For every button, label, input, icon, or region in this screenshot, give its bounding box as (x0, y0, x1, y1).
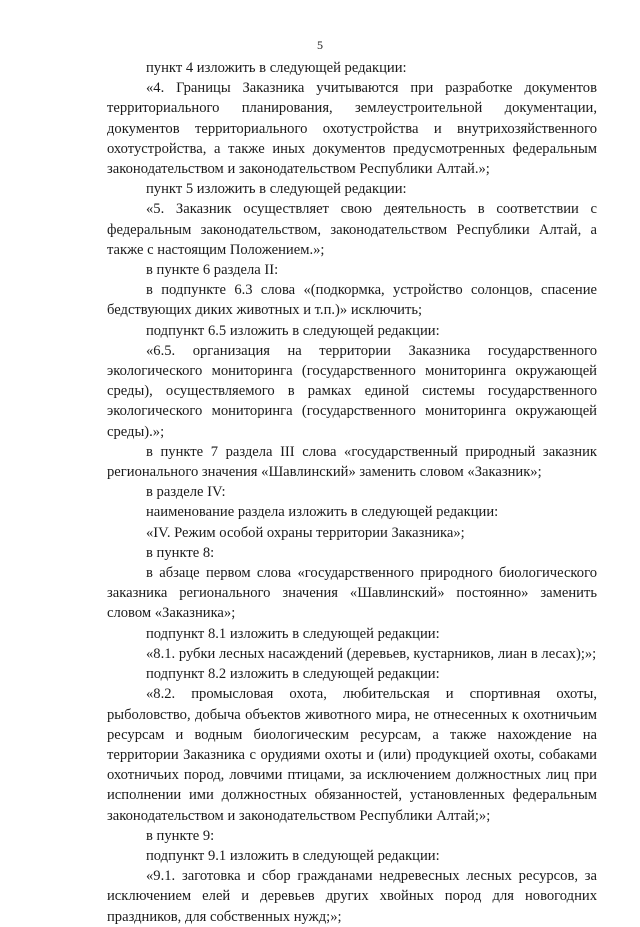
page-number: 5 (317, 38, 323, 52)
paragraph: в пункте 6 раздела II: (146, 262, 279, 279)
paragraph: подпункт 8.2 изложить в следующей редакции: (146, 666, 440, 683)
document-body (107, 58, 597, 927)
paragraph: подпункт 6.5 изложить в следующей редакции: (146, 322, 440, 339)
paragraph: в пункте 7 раздела III слова «государственный природный заказник регионального значения «Шавлинский» заменить словом «Заказник»; (107, 443, 597, 481)
paragraph: наименование раздела изложить в следующей редакции: (146, 504, 499, 521)
paragraph: «8.2. промысловая охота, любительская и спортивная охоты, рыболовство, добыча объектов животного мира, не отнесенных к охотничьим ресурсам и водным биологическим ресурсам, а также нахождение на территории Заказника с орудиями охоты и (или) продукцией охоты, собаками охотничьих пород, ловчими птицами, за исключением должностных лиц при исполнении ими должностных обязанностей, установленных федеральным законодательством и законодательством Республики Алтай;»; (107, 686, 597, 824)
paragraph: «IV. Режим особой охраны территории Заказника»; (146, 524, 465, 541)
paragraph: «4. Границы Заказника учитываются при разработке документов территориального планирования, землеустроительной документации, документов территориального охотустройства и внутрихозяйственного охотустройства, а также иных документов предусмотренных федеральным законодательством и законодательством Республики Алтай.»; (107, 80, 597, 178)
paragraph: в абзаце первом слова «государственного природного биологического заказника регионального значения «Шавлинский» постоянно» заменить словом «Заказника»; (107, 565, 597, 622)
paragraph: «9.1. заготовка и сбор гражданами недревесных лесных ресурсов, за исключением елей и деревьев других хвойных пород для новогодних праздников, для собственных нужд;»; (107, 868, 597, 925)
paragraph: в пункте 9: (146, 827, 215, 844)
paragraph: в подпункте 6.3 слова «(подкормка, устройство солонцов, спасение бедствующих диких животных и т.п.)» исключить; (107, 282, 597, 319)
paragraph: пункт 4 изложить в следующей редакции: (146, 60, 407, 76)
paragraph: «5. Заказник осуществляет свою деятельность в соответствии с федеральным законодательством, законодательством Республики Алтай, а также с настоящим Положением.»; (107, 201, 597, 258)
paragraph: «8.1. рубки лесных насаждений (деревьев, кустарников, лиан в лесах);»; (146, 645, 597, 662)
paragraph: в разделе IV: (146, 484, 226, 501)
paragraph: пункт 5 изложить в следующей редакции: (146, 181, 407, 198)
paragraph: в пункте 8: (146, 544, 215, 561)
paragraph: подпункт 9.1 изложить в следующей редакции: (146, 847, 440, 864)
paragraph: подпункт 8.1 изложить в следующей редакции: (146, 625, 440, 642)
paragraph: «6.5. организация на территории Заказника государственного экологического мониторинга (государственного мониторинга окружающей среды), осуществляемого в рамках единой системы государственного экологического мониторинга (государственного мониторинга окружающей среды).»; (107, 342, 597, 440)
